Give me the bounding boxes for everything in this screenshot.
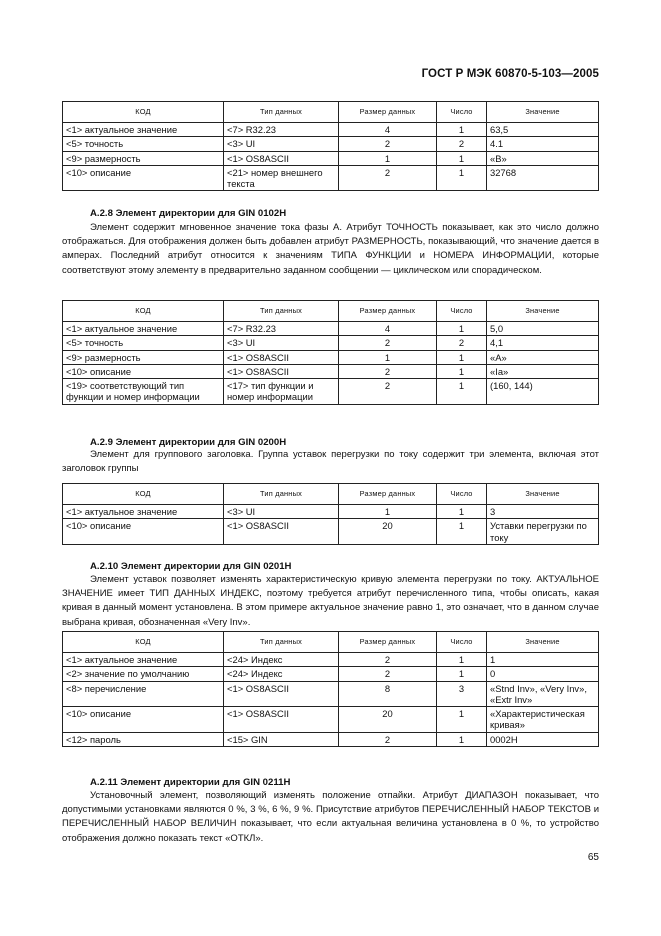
cell-value: (160, 144) <box>487 379 599 405</box>
table-row <box>63 681 599 707</box>
cell-code: <19> соответствующий тип функции и номер информации <box>63 379 224 405</box>
cell-data-size: 2 <box>339 137 437 151</box>
cell-data-type: <3> UI <box>224 137 339 151</box>
cell-number: 1 <box>437 707 487 733</box>
section-heading-a211: А.2.11 Элемент директории для GIN 0211H <box>90 777 291 788</box>
cell-code: <5> точность <box>63 137 224 151</box>
cell-code: <8> перечисление <box>63 681 224 707</box>
cell-data-size: 1 <box>339 151 437 165</box>
column-header-value: Значение <box>487 632 599 653</box>
cell-data-type: <21> номер внешнего текста <box>224 165 339 191</box>
cell-code: <5> точность <box>63 336 224 350</box>
column-header-data-size: Размер данных <box>339 484 437 505</box>
column-header-data-size: Размер данных <box>339 102 437 123</box>
cell-data-type: <3> UI <box>224 336 339 350</box>
cell-value: 0002H <box>487 732 599 746</box>
cell-value: 5,0 <box>487 322 599 336</box>
table-row <box>63 379 599 405</box>
cell-value: 4.1 <box>487 137 599 151</box>
column-header-number: Число <box>437 632 487 653</box>
column-header-number: Число <box>437 102 487 123</box>
table-row <box>63 707 599 733</box>
cell-value: «A» <box>487 350 599 364</box>
cell-code: <10> описание <box>63 519 224 545</box>
attribute-table-2 <box>62 300 599 405</box>
section-text-a28: Элемент содержит мгновенное значение тока фазы А. Атрибут ТОЧНОСТЬ показывает, как это число должно отображаться. Для отображения должен быть добавлен атрибут РАЗМЕРНОСТЬ, показывающий, что значение дается в амперах. Последний атрибут относится к значениям ТИПА ФУНКЦИИ и НОМЕРА ИНФОРМАЦИИ, которые соответствуют этому элементу в предварительно заданном сообщении — циклическом или спорадическом. <box>62 222 599 276</box>
cell-data-size: 2 <box>339 336 437 350</box>
cell-value: 1 <box>487 653 599 667</box>
cell-number: 3 <box>437 681 487 707</box>
standard-designation: ГОСТ Р МЭК 60870-5-103—2005 <box>421 68 599 80</box>
column-header-code: КОД <box>63 301 224 322</box>
cell-data-size: 2 <box>339 379 437 405</box>
cell-number: 2 <box>437 336 487 350</box>
cell-code: <1> актуальное значение <box>63 123 224 137</box>
cell-value: 3 <box>487 505 599 519</box>
attribute-table-3 <box>62 483 599 545</box>
cell-number: 1 <box>437 505 487 519</box>
cell-data-size: 2 <box>339 732 437 746</box>
table-row <box>63 151 599 165</box>
cell-value: Уставки перегрузки по току <box>487 519 599 545</box>
cell-value: 4,1 <box>487 336 599 350</box>
cell-code: <1> актуальное значение <box>63 322 224 336</box>
column-header-value: Значение <box>487 102 599 123</box>
cell-data-size: 2 <box>339 667 437 681</box>
cell-value: «Ia» <box>487 364 599 378</box>
cell-code: <9> размерность <box>63 350 224 364</box>
attribute-table-4 <box>62 631 599 747</box>
table-row <box>63 519 599 545</box>
cell-data-type: <1> OS8ASCII <box>224 681 339 707</box>
column-header-data-type: Тип данных <box>224 484 339 505</box>
page-number: 65 <box>587 852 599 863</box>
section-text-a29: Элемент для группового заголовка. Группа уставок перегрузки по току содержит три элемента, включая этот заголовок группы <box>62 449 599 475</box>
cell-data-size: 1 <box>339 350 437 364</box>
cell-value: «Stnd Inv», «Very Inv», «Extr Inv» <box>487 681 599 707</box>
column-header-data-type: Тип данных <box>224 632 339 653</box>
cell-data-size: 4 <box>339 322 437 336</box>
column-header-data-type: Тип данных <box>224 301 339 322</box>
table-row <box>63 322 599 336</box>
cell-data-type: <1> OS8ASCII <box>224 707 339 733</box>
column-header-code: КОД <box>63 102 224 123</box>
cell-data-size: 20 <box>339 519 437 545</box>
cell-value: 0 <box>487 667 599 681</box>
cell-number: 1 <box>437 519 487 545</box>
cell-code: <2> значение по умолчанию <box>63 667 224 681</box>
table-row <box>63 732 599 746</box>
cell-number: 1 <box>437 364 487 378</box>
column-header-code: КОД <box>63 484 224 505</box>
section-heading-a28: А.2.8 Элемент директории для GIN 0102H <box>90 208 287 219</box>
column-header-value: Значение <box>487 484 599 505</box>
column-header-data-size: Размер данных <box>339 301 437 322</box>
cell-number: 1 <box>437 151 487 165</box>
column-header-number: Число <box>437 301 487 322</box>
cell-data-size: 4 <box>339 123 437 137</box>
cell-data-size: 20 <box>339 707 437 733</box>
cell-value: «Характеристическая кривая» <box>487 707 599 733</box>
cell-data-type: <1> OS8ASCII <box>224 151 339 165</box>
cell-data-size: 2 <box>339 653 437 667</box>
table-row <box>63 505 599 519</box>
cell-data-type: <7> R32.23 <box>224 123 339 137</box>
cell-data-type: <15> GIN <box>224 732 339 746</box>
cell-code: <10> описание <box>63 364 224 378</box>
column-header-number: Число <box>437 484 487 505</box>
cell-data-size: 2 <box>339 165 437 191</box>
cell-number: 1 <box>437 667 487 681</box>
cell-number: 1 <box>437 653 487 667</box>
section-text-a211: Установочный элемент, позволяющий изменять положение отпайки. Атрибут ДИАПАЗОН показывает, что допустимыми установками являются 0 %, 3 %, 6 %, 9 %. Присутствие атрибутов ПЕРЕЧИСЛЕННЫЙ НАБОР ТЕКСТОВ и ПЕРЕЧИСЛЕННЫЙ НАБОР ВЕЛИЧИН показывает, что если актуальная величина установлена в 0 %, то устройство отображения должно показать текст «ОТКЛ». <box>62 790 599 844</box>
cell-code: <12> пароль <box>63 732 224 746</box>
table-row <box>63 137 599 151</box>
cell-code: <9> размерность <box>63 151 224 165</box>
cell-data-size: 1 <box>339 505 437 519</box>
cell-code: <10> описание <box>63 707 224 733</box>
cell-code: <10> описание <box>63 165 224 191</box>
table-row <box>63 364 599 378</box>
cell-value: 63,5 <box>487 123 599 137</box>
section-heading-a210: А.2.10 Элемент директории для GIN 0201H <box>90 561 292 572</box>
cell-value: «B» <box>487 151 599 165</box>
cell-data-type: <1> OS8ASCII <box>224 350 339 364</box>
cell-number: 2 <box>437 137 487 151</box>
column-header-code: КОД <box>63 632 224 653</box>
table-row <box>63 667 599 681</box>
cell-number: 1 <box>437 379 487 405</box>
table-row <box>63 336 599 350</box>
cell-number: 1 <box>437 732 487 746</box>
cell-data-type: <1> OS8ASCII <box>224 519 339 545</box>
cell-number: 1 <box>437 123 487 137</box>
table-row <box>63 165 599 191</box>
cell-data-type: <17> тип функции и номер информации <box>224 379 339 405</box>
column-header-data-size: Размер данных <box>339 632 437 653</box>
cell-number: 1 <box>437 165 487 191</box>
cell-data-type: <24> Индекс <box>224 667 339 681</box>
cell-data-type: <7> R32.23 <box>224 322 339 336</box>
attribute-table-1 <box>62 101 599 191</box>
table-row <box>63 653 599 667</box>
cell-value: 32768 <box>487 165 599 191</box>
cell-data-type: <3> UI <box>224 505 339 519</box>
cell-code: <1> актуальное значение <box>63 505 224 519</box>
column-header-value: Значение <box>487 301 599 322</box>
column-header-data-type: Тип данных <box>224 102 339 123</box>
cell-data-type: <1> OS8ASCII <box>224 364 339 378</box>
cell-data-size: 2 <box>339 364 437 378</box>
section-heading-a29: А.2.9 Элемент директории для GIN 0200H <box>90 437 287 448</box>
cell-code: <1> актуальное значение <box>63 653 224 667</box>
cell-number: 1 <box>437 322 487 336</box>
cell-data-size: 8 <box>339 681 437 707</box>
section-text-a210: Элемент уставок позволяет изменять характеристическую кривую элемента перегрузки по току. АКТУАЛЬНОЕ ЗНАЧЕНИЕ имеет ТИП ДАННЫХ ИНДЕКС, поэтому требуется атрибут перечисленного типа, чтобы описать, какая кривая в данный момент установлена. В этом примере актуальное значение равно 1, это означает, что в данном случае выбрана кривая, обозначенная «Very Inv». <box>62 574 599 628</box>
cell-data-type: <24> Индекс <box>224 653 339 667</box>
table-row <box>63 123 599 137</box>
cell-number: 1 <box>437 350 487 364</box>
table-row <box>63 350 599 364</box>
